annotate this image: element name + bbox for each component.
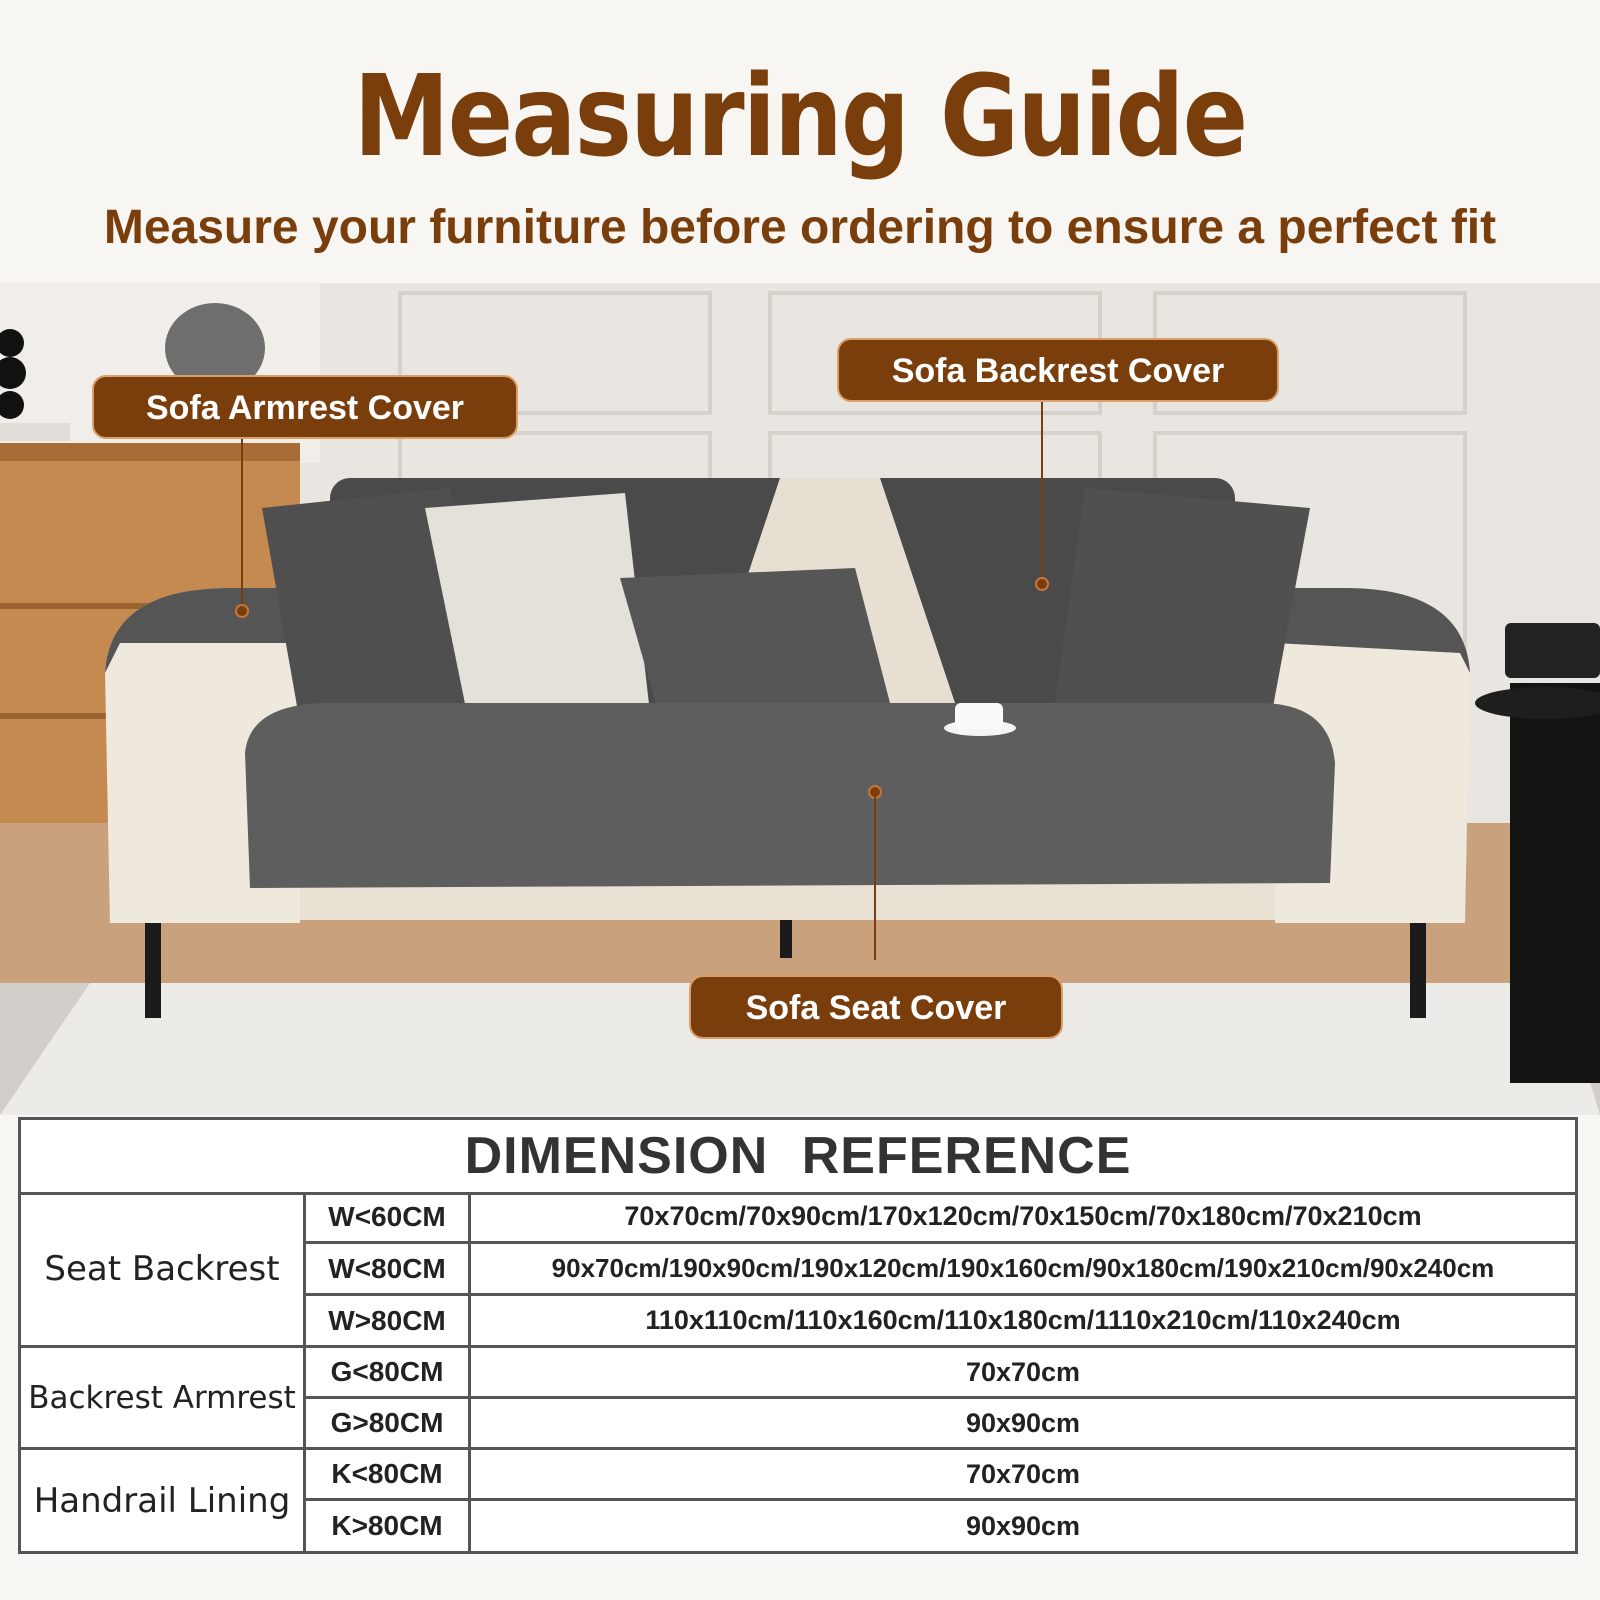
condition-cell: G>80CM bbox=[306, 1399, 471, 1450]
condition-cell: G<80CM bbox=[306, 1348, 471, 1399]
group-label-seat-backrest: Seat Backrest bbox=[21, 1192, 306, 1348]
seat-leader-line bbox=[874, 792, 876, 960]
sizes-cell: 70x70cm bbox=[471, 1348, 1575, 1399]
sizes-cell: 110x110cm/110x160cm/110x180cm/1110x210cm/110x240cm bbox=[471, 1296, 1575, 1348]
condition-cell: K<80CM bbox=[306, 1450, 471, 1501]
sizes-cell: 70x70cm/70x90cm/170x120cm/70x150cm/70x180cm/70x210cm bbox=[471, 1192, 1575, 1244]
group-label-backrest-armrest: Backrest Armrest bbox=[21, 1348, 306, 1450]
sizes-cell: 90x70cm/190x90cm/190x120cm/190x160cm/90x180cm/190x210cm/90x240cm bbox=[471, 1244, 1575, 1296]
condition-cell: W<80CM bbox=[306, 1244, 471, 1296]
armrest-cover-callout: Sofa Armrest Cover bbox=[92, 375, 518, 439]
armrest-marker bbox=[235, 604, 249, 618]
sizes-cell: 90x90cm bbox=[471, 1399, 1575, 1450]
backrest-cover-callout: Sofa Backrest Cover bbox=[837, 338, 1279, 402]
sizes-cell: 70x70cm bbox=[471, 1450, 1575, 1501]
page-subtitle: Measure your furniture before ordering to ensure a perfect fit bbox=[103, 201, 1497, 254]
condition-cell: W<60CM bbox=[306, 1192, 471, 1244]
page-title: Measuring Guide bbox=[353, 52, 1247, 182]
condition-cell: W>80CM bbox=[306, 1296, 471, 1348]
seat-cover-callout: Sofa Seat Cover bbox=[689, 975, 1063, 1039]
header bbox=[0, 0, 1600, 283]
condition-cell: K>80CM bbox=[306, 1501, 471, 1551]
dimension-reference-table bbox=[18, 1117, 1578, 1554]
group-label-handrail-lining: Handrail Lining bbox=[21, 1450, 306, 1551]
armrest-leader-line bbox=[241, 439, 243, 609]
table-title: DIMENSION REFERENCE bbox=[21, 1120, 1575, 1195]
backrest-marker bbox=[1035, 577, 1049, 591]
sizes-cell: 90x90cm bbox=[965, 1510, 1081, 1541]
backrest-leader-line bbox=[1041, 402, 1043, 580]
sofa-photo bbox=[0, 283, 1600, 1115]
